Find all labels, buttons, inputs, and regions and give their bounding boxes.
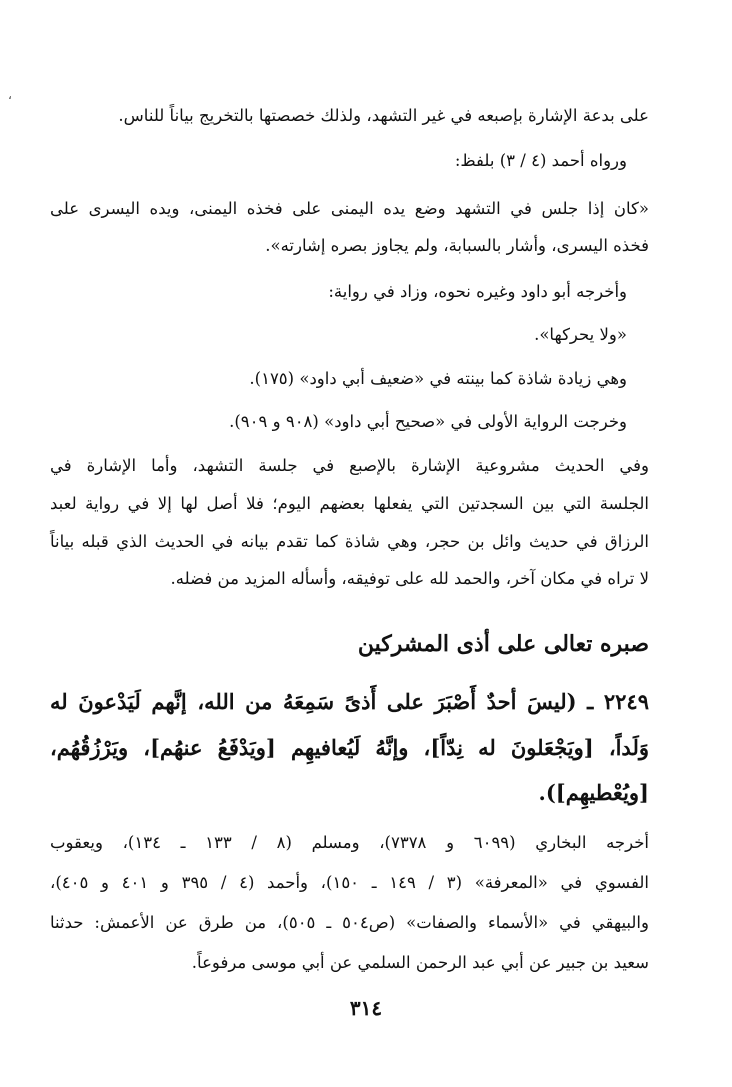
hadith-line: ٢٢٤٩ ـ (ليسَ أحدٌ أَصْبَرَ على أَذىً سَمِعَهُ من الله، إنَّهم لَيَدْعونَ له <box>50 689 649 714</box>
text-line: سعيد بن جبير عن أبي عبد الرحمن السلمي عن أبي موسى مرفوعاً. <box>191 953 649 972</box>
page-number: ٣١٤ <box>349 996 383 1020</box>
stray-mark: ، <box>8 88 12 102</box>
text-line: فخذه اليسرى، وأشار بالسبابة، ولم يجاوز بصره إشارته». <box>265 236 649 255</box>
text-line: وخرجت الرواية الأولى في «صحيح أبي داود» (٩٠٨ و ٩٠٩). <box>229 412 627 431</box>
text-line: الفسوي في «المعرفة» (٣ / ١٤٩ ـ ١٥٠)، وأحمد (٤ / ٣٩٥ و ٤٠١ و ٤٠٥)، <box>50 873 649 892</box>
text-line: أخرجه البخاري (٦٠٩٩ و ٧٣٧٨)، ومسلم (٨ / ١٣٣ ـ ١٣٤)، ويعقوب <box>50 833 650 852</box>
text-line: والبيهقي في «الأسماء والصفات» (ص٥٠٤ ـ ٥٠٥)، من طرق عن الأعمش: حدثنا <box>50 913 649 932</box>
text-line: الرزاق في حديث وائل بن حجر، وهي شاذة كما تقدم بيانه في الحديث الذي قبله بياناً <box>50 532 649 551</box>
text-line: وهي زيادة شاذة كما بينته في «ضعيف أبي داود» (١٧٥). <box>249 369 627 388</box>
section-heading: صبره تعالى على أذى المشركين <box>357 631 649 657</box>
text-line: وفي الحديث مشروعية الإشارة بالإصبع في جلسة التشهد، وأما الإشارة في <box>50 456 649 475</box>
hadith-line: [ويُعْطيهِم]). <box>538 780 649 805</box>
hadith-line: وَلَداً، [ويَجْعَلونَ له نِدّاً]، وإنَّهُ لَيُعافيهِم [ويَدْفَعُ عنهُم]، ويَرْزُقُهُم، <box>50 735 649 760</box>
text-line: وأخرجه أبو داود وغيره نحوه، وزاد في رواية: <box>328 282 627 301</box>
text-line: على بدعة الإشارة بإصبعه في غير التشهد، ولذلك خصصتها بالتخريج بياناً للناس. <box>118 106 649 125</box>
text-line: «ولا يحركها». <box>534 325 627 344</box>
text-line: ورواه أحمد (٤ / ٣) بلفظ: <box>454 151 627 170</box>
text-line: «كان إذا جلس في التشهد وضع يده اليمنى على فخذه اليمنى، ويده اليسرى على <box>50 199 649 218</box>
text-line: الجلسة التي بين السجدتين التي يفعلها بعضهم اليوم؛ فلا أصل لها إلا في رواية لعبد <box>50 494 649 513</box>
text-line: لا تراه في مكان آخر، والحمد لله على توفيقه، وأسأله المزيد من فضله. <box>170 569 649 588</box>
